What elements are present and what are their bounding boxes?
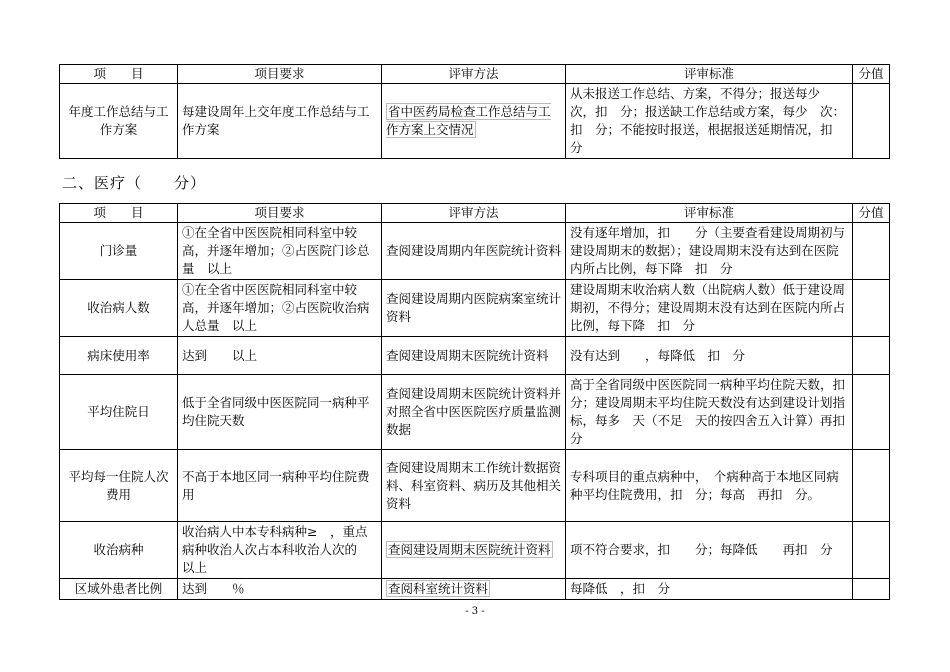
header-method: 评审方法 [382,65,566,84]
cell-score [853,375,890,450]
assessment-table-2 [59,203,890,600]
cell-item: 平均住院日 [60,375,178,450]
cell-method [382,84,566,159]
cell-item: 收治病种 [60,522,178,579]
table-row [60,579,890,600]
cell-requirement: ①在全省中医医院相同科室中较高，并逐年增加；②占医院门诊总量 以上 [178,223,382,280]
cell-requirement: 每建设周年上交年度工作总结与工作方案 [178,84,382,159]
cell-method: 查阅建设周期末工作统计数据资料、科室资料、病历及其他相关资料 [382,450,566,522]
cell-requirement: 低于全省同级中医医院同一病种平均住院天数 [178,375,382,450]
table-header-row [60,65,890,84]
cell-method: 查阅建设周期内医院病案室统计资料 [382,280,566,337]
table-header-row [60,204,890,223]
table-row [60,522,890,579]
header-requirement: 项目要求 [178,204,382,223]
header-item: 项 目 [60,65,178,84]
header-score: 分值 [853,204,890,223]
cell-item: 平均每一住院人次费用 [60,450,178,522]
cell-requirement: 不高于本地区同一病种平均住院费用 [178,450,382,522]
method-text: 省中医药局检查工作总结与工作方案上交情况 [386,104,551,137]
cell-standard: 高于全省同级中医医院同一病种平均住院天数，扣 分；建设周期末平均住院天数没有达到建设计划指标，每多 天（不足 天的按四舍五入计算）再扣 分 [566,375,853,450]
cell-method [382,579,566,600]
table-row [60,450,890,522]
method-text: 查阅科室统计资料 [388,581,489,596]
cell-item: 门诊量 [60,223,178,280]
cell-score [853,450,890,522]
cell-score [853,522,890,579]
cell-method [382,522,566,579]
table-row [60,375,890,450]
table-row [60,337,890,375]
cell-method: 查阅建设周期内年医院统计资料 [382,223,566,280]
cell-standard: 没有逐年增加，扣 分（主要查看建设周期初与建设周期末的数据）；建设周期末没有达到在医院内所占比例，每下降 扣 分 [566,223,853,280]
cell-score [853,280,890,337]
header-requirement: 项目要求 [178,65,382,84]
header-method: 评审方法 [382,204,566,223]
cell-standard: 没有达到 ，每降低 扣 分 [566,337,853,375]
cell-requirement: ①在全省中医医院相同科室中较高，并逐年增加；②占医院收治病人总量 以上 [178,280,382,337]
cell-method: 查阅建设周期末医院统计资料 [382,337,566,375]
cell-item: 年度工作总结与工作方案 [60,84,178,159]
cell-standard: 项不符合要求，扣 分；每降低 再扣 分 [566,522,853,579]
cell-standard: 每降低 ，扣 分 [566,579,853,600]
cell-standard: 建设周期末收治病人数（出院病人数）低于建设周期初，不得分；建设周期末没有达到在医院内所占比例，每下降 扣 分 [566,280,853,337]
cell-score [853,337,890,375]
section-heading: 二、医疗（ 分） [62,174,207,192]
cell-item: 区域外患者比例 [60,579,178,600]
table-row [60,84,890,159]
cell-standard: 专科项目的重点病种中， 个病种高于本地区同病种平均住院费用，扣 分；每高 再扣 分。 [566,450,853,522]
cell-item: 病床使用率 [60,337,178,375]
method-text: 查阅建设周期末医院统计资料 [388,542,551,557]
cell-requirement: 达到 ％ [178,579,382,600]
header-score: 分值 [853,65,890,84]
cell-score [853,84,890,159]
page-number: - 3 - [465,606,485,617]
header-standard: 评审标准 [566,204,853,223]
cell-method: 查阅建设周期末医院统计资料并对照全省中医医院医疗质量监测数据 [382,375,566,450]
table-row [60,223,890,280]
table-row [60,280,890,337]
cell-score [853,579,890,600]
cell-score [853,223,890,280]
cell-requirement: 达到 以上 [178,337,382,375]
cell-requirement: 收治病人中本专科病种≥ ，重点病种收治人次占本科收治人次的 以上 [178,522,382,579]
cell-standard: 从未报送工作总结、方案，不得分；报送每少 次，扣 分；报送缺工作总结或方案，每少 次：扣 分；不能按时报送，根据报送延期情况，扣 分 [566,84,853,159]
header-item: 项 目 [60,204,178,223]
header-standard: 评审标准 [566,65,853,84]
assessment-table-1 [59,64,890,159]
cell-item: 收治病人数 [60,280,178,337]
